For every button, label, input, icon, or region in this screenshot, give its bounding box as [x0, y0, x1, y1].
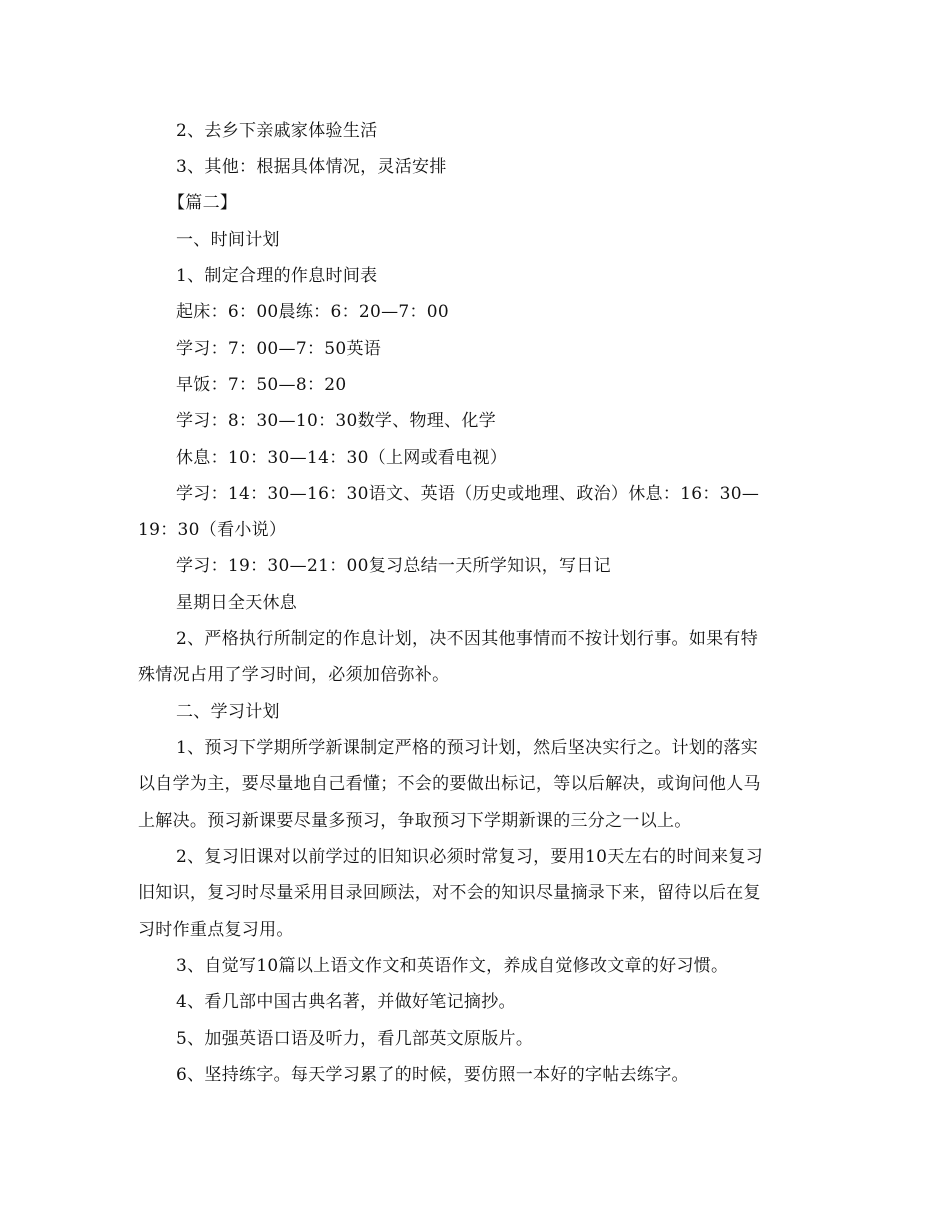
schedule-line: 休息：10：30—14：30（上网或看电视）	[176, 448, 508, 468]
section-heading: 二、学习计划	[176, 702, 280, 722]
paragraph-line: 上解决。预习新课要尽量多预习，争取预习下学期新课的三分之一以上。	[138, 811, 692, 831]
schedule-line: 星期日全天休息	[176, 593, 298, 613]
paragraph-line: 1、预习下学期所学新课制定严格的预习计划，然后坚决实行之。计划的落实	[176, 738, 759, 758]
paragraph-line: 1、制定合理的作息时间表	[176, 266, 378, 286]
schedule-line: 学习：14：30—16：30语文、英语（历史或地理、政治）休息：16：30—	[176, 484, 760, 504]
paragraph-line: 2、严格执行所制定的作息计划，决不因其他事情而不按计划行事。如果有特	[176, 629, 759, 649]
paragraph-line: 2、复习旧课对以前学过的旧知识必须时常复习，要用10天左右的时间来复习	[176, 847, 763, 867]
schedule-line: 19：30（看小说）	[138, 520, 287, 540]
schedule-line: 学习：7：00—7：50英语	[176, 339, 382, 359]
paragraph-line: 3、自觉写10篇以上语文作文和英语作文，养成自觉修改文章的好习惯。	[176, 956, 729, 976]
paragraph-line: 5、加强英语口语及听力，看几部英文原版片。	[176, 1029, 534, 1049]
schedule-line: 早饭：7：50—8：20	[176, 375, 347, 395]
section-heading: 【篇二】	[168, 193, 238, 213]
section-heading: 一、时间计划	[176, 230, 280, 250]
paragraph-line: 旧知识，复习时尽量采用目录回顾法，对不会的知识尽量摘录下来，留待以后在复	[138, 883, 761, 903]
paragraph-line: 3、其他：根据具体情况，灵活安排	[176, 157, 447, 177]
schedule-line: 学习：8：30—10：30数学、物理、化学	[176, 411, 497, 431]
paragraph-line: 殊情况占用了学习时间，必须加倍弥补。	[138, 665, 450, 685]
paragraph-line: 4、看几部中国古典名著，并做好笔记摘抄。	[176, 992, 516, 1012]
paragraph-line: 2、去乡下亲戚家体验生活	[176, 121, 378, 141]
paragraph-line: 以自学为主，要尽量地自己看懂；不会的要做出标记，等以后解决，或询问他人马	[138, 774, 761, 794]
paragraph-line: 6、坚持练字。每天学习累了的时候，要仿照一本好的字帖去练字。	[176, 1065, 689, 1085]
schedule-line: 学习：19：30—21：00复习总结一天所学知识，写日记	[176, 556, 611, 576]
paragraph-line: 习时作重点复习用。	[138, 920, 294, 940]
schedule-line: 起床：6：00晨练：6：20—7：00	[176, 302, 450, 322]
